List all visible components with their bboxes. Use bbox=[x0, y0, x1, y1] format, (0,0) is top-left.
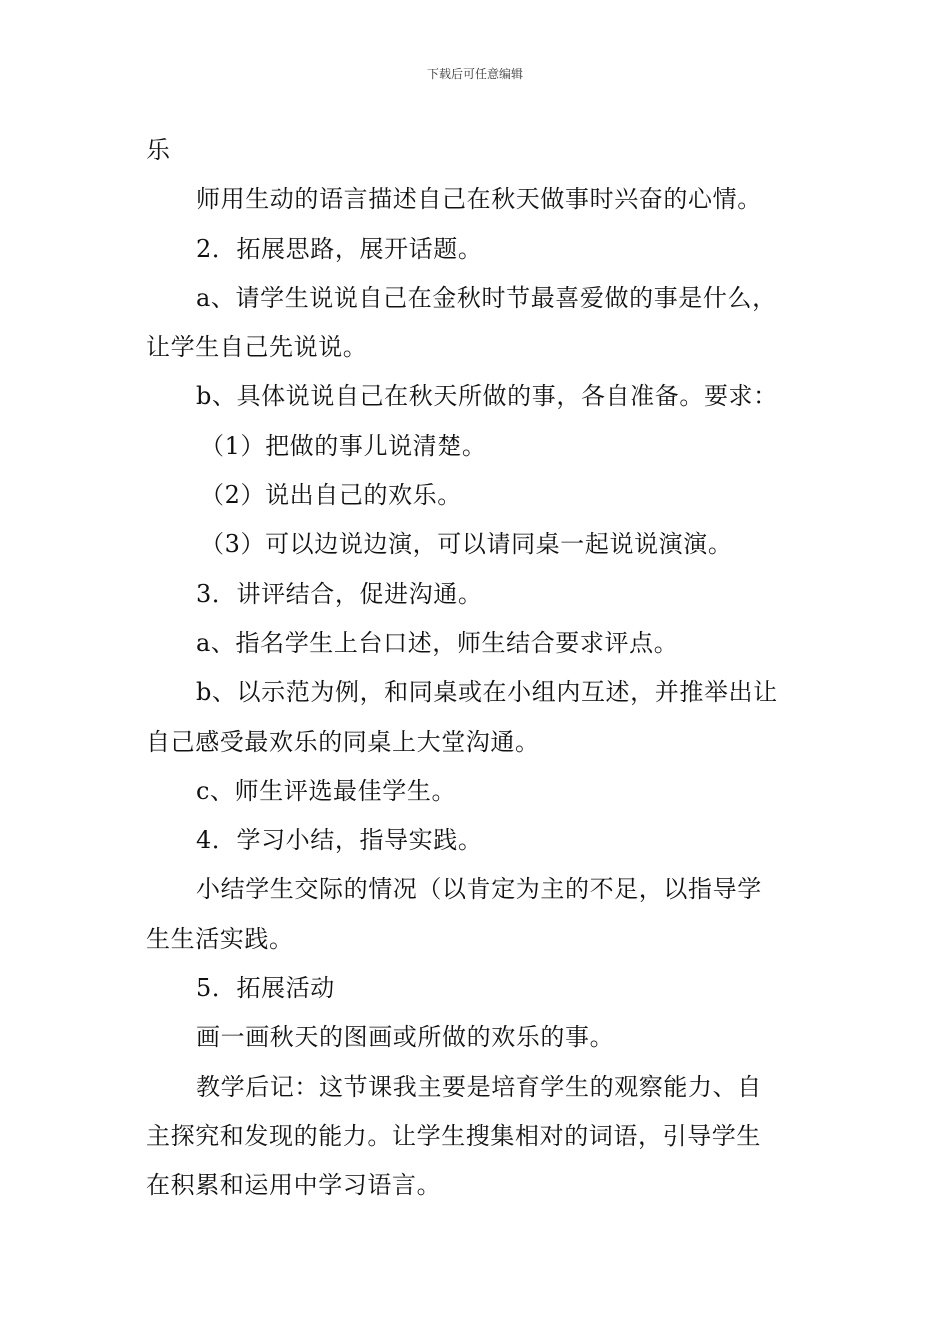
text-line: c、师生评选最佳学生。 bbox=[196, 776, 457, 805]
text-line: （2）说出自己的欢乐。 bbox=[200, 481, 462, 510]
text-line: （3）可以边说边演，可以请同桌一起说说演演。 bbox=[200, 530, 733, 559]
text-line: 画一画秋天的图画或所做的欢乐的事。 bbox=[196, 1023, 615, 1052]
text-line: b、以示范为例，和同桌或在小组内互述，并推举出让 bbox=[196, 678, 778, 707]
text-line: 5．拓展活动 bbox=[196, 974, 335, 1003]
text-line: 生生活实践。 bbox=[146, 924, 294, 953]
text-line: b、具体说说自己在秋天所做的事，各自准备。要求： bbox=[196, 382, 778, 411]
text-line: 在积累和运用中学习语言。 bbox=[146, 1171, 442, 1200]
text-line: 让学生自己先说说。 bbox=[146, 333, 368, 362]
text-line: 小结学生交际的情况（以肯定为主的不足，以指导学 bbox=[196, 875, 762, 904]
text-line: （1）把做的事儿说清楚。 bbox=[200, 431, 487, 460]
text-line: a、请学生说说自己在金秋时节最喜爱做的事是什么， bbox=[196, 283, 777, 312]
text-line: 4．学习小结，指导实践。 bbox=[196, 826, 483, 855]
text-line: 乐 bbox=[146, 136, 171, 164]
text-line: 主探究和发现的能力。让学生搜集相对的词语，引导学生 bbox=[146, 1121, 761, 1150]
text-line: 师用生动的语言描述自己在秋天做事时兴奋的心情。 bbox=[196, 185, 762, 214]
text-line: 3．讲评结合，促进沟通。 bbox=[196, 579, 483, 608]
text-line: 自己感受最欢乐的同桌上大堂沟通。 bbox=[146, 727, 540, 756]
document-body bbox=[146, 126, 808, 1211]
text-line: 教学后记：这节课我主要是培育学生的观察能力、自 bbox=[196, 1072, 762, 1101]
text-line: a、指名学生上台口述，师生结合要求评点。 bbox=[196, 628, 679, 657]
text-line: 2．拓展思路，展开话题。 bbox=[196, 234, 483, 263]
page-header: 下载后可任意编辑 bbox=[426, 67, 523, 81]
